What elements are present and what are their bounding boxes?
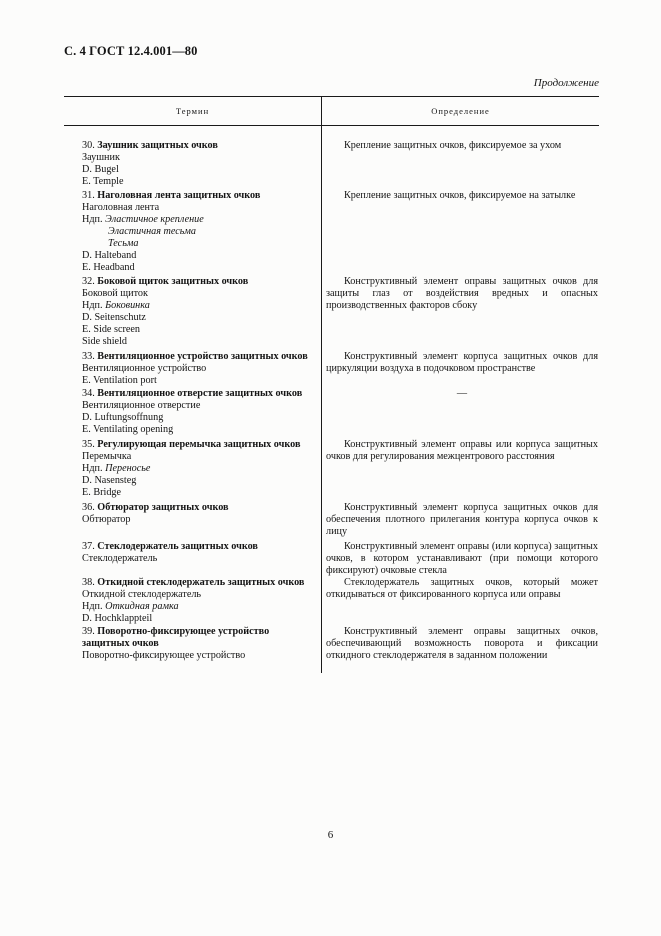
term-line: E. Side screen [82,324,140,335]
term-line: Side shield [82,336,127,347]
term-title: Регулирующая перемычка защитных очков [97,439,301,450]
term-title-line [82,502,318,514]
term-line: Откидной стеклодержатель [82,589,202,600]
definition-cell: Конструктивный элемент корпуса защитных очков для обеспечения плотного прилегания контура корпуса очков к лицу [326,502,598,537]
term-number: 36. [82,502,98,513]
term-cell [82,140,318,188]
definition-cell: Стеклодержатель защитных очков, который может откидываться от фиксированного корпуса или оправы [326,577,598,600]
term-title: Наголовная лента защитных очков [97,190,261,201]
term-line: E. Ventilating opening [82,424,174,435]
term-title: Заушник защитных очков [97,140,218,151]
term-title-line [82,439,318,451]
definition-cell: Конструктивный элемент оправы (или корпуса) защитных очков, в котором устанавливают (при помощи которого фиксируют) очковые стекла [326,541,598,576]
ndp-label: Ндп. [82,214,106,225]
term-line: D. Nasensteg [82,475,137,486]
term-number: 38. [82,577,98,588]
definition-cell: Конструктивный элемент оправы защитных очков для защиты глаз от воздействия вредных и опасных производственных факторов сбоку [326,276,598,311]
term-line: Вентиляционное отверстие [82,400,201,411]
term-line: D. Halteband [82,250,137,261]
ndp-term: Боковинка [105,300,150,311]
ndp-line [82,300,318,312]
term-line: D. Hochklappteil [82,613,153,624]
ndp-term: Эластичная тесьма [108,226,197,237]
ndp-term: Переносье [105,463,151,474]
continuation-label: Продолжение [533,77,599,89]
term-number: 35. [82,439,98,450]
term-cell [82,502,318,526]
ndp-label: Ндп. [82,463,106,474]
ndp-label: Ндп. [82,601,106,612]
definition-cell: Крепление защитных очков, фиксируемое за ухом [344,140,562,151]
term-title-line [82,351,318,363]
term-line: Наголовная лента [82,202,160,213]
term-title: Боковой щиток защитных очков [97,276,249,287]
term-line: Заушник [82,152,120,163]
term-line: Стеклодержатель [82,553,158,564]
ndp-line [82,463,318,475]
term-line: D. Bugel [82,164,119,175]
term-title: Вентиляционное устройство защитных очков [97,351,308,362]
term-title-line [82,276,318,288]
term-line: Перемычка [82,451,132,462]
term-line: D. Seitenschutz [82,312,146,323]
term-line: E. Bridge [82,487,122,498]
table-header [64,97,599,126]
term-number: 39. [82,626,98,637]
term-number: 33. [82,351,98,362]
term-cell [82,439,318,499]
column-divider [321,97,322,673]
term-cell [82,541,318,565]
page-header: С. 4 ГОСТ 12.4.001—80 [64,44,198,58]
term-number: 37. [82,541,98,552]
ndp-line [82,601,318,613]
definition-cell: Крепление защитных очков, фиксируемое на затылке [344,190,576,201]
term-title-line [82,626,318,650]
ndp-line [82,226,318,238]
term-line: E. Ventilation port [82,375,157,386]
term-cell [82,190,318,274]
term-title: Откидной стеклодержатель защитных очков [97,577,305,588]
definition-cell: — [456,388,468,399]
ndp-term: Тесьма [108,238,139,249]
definition-cell: Конструктивный элемент корпуса защитных очков для циркуляции воздуха в подочковом пространстве [326,351,598,374]
term-title: Вентиляционное отверстие защитных очков [97,388,303,399]
term-number: 34. [82,388,98,399]
ndp-line [82,238,318,250]
column-header-term: Термин [175,106,210,116]
term-line: D. Luftungsoffnung [82,412,164,423]
page-number: 6 [327,829,334,841]
term-title-line [82,541,318,553]
term-title: Обтюратор защитных очков [97,502,229,513]
term-title: Поворотно-фиксирующее устройство защитных очков [82,626,270,649]
term-title-line [82,388,318,400]
term-line: Обтюратор [82,514,131,525]
term-line: E. Headband [82,262,135,273]
ndp-term: Эластичное крепление [105,214,204,225]
definition-cell: Конструктивный элемент оправы защитных очков, обеспечивающий возможность поворота и фиксации откидного стеклодержателя в заданном положении [326,626,598,661]
ndp-label: Ндп. [82,300,106,311]
term-line: Боковой щиток [82,288,148,299]
term-line: Вентиляционное устройство [82,363,207,374]
term-cell [82,388,318,436]
term-line: Поворотно-фиксирующее устройство [82,650,246,661]
term-title-line [82,140,318,152]
term-line: E. Temple [82,176,124,187]
term-number: 31. [82,190,98,201]
ndp-term: Откидная рамка [105,601,179,612]
term-cell [82,577,318,625]
definition-cell: Конструктивный элемент оправы или корпуса защитных очков для регулирования межцентрового расстояния [326,439,598,462]
term-number: 32. [82,276,98,287]
terms-table [64,96,599,661]
ndp-line [82,214,318,226]
term-cell [82,351,318,387]
term-cell [82,276,318,348]
term-number: 30. [82,140,98,151]
column-header-definition: Определение [431,106,490,116]
term-title: Стеклодержатель защитных очков [97,541,258,552]
term-cell [82,626,318,662]
term-title-line [82,577,318,589]
term-title-line [82,190,318,202]
